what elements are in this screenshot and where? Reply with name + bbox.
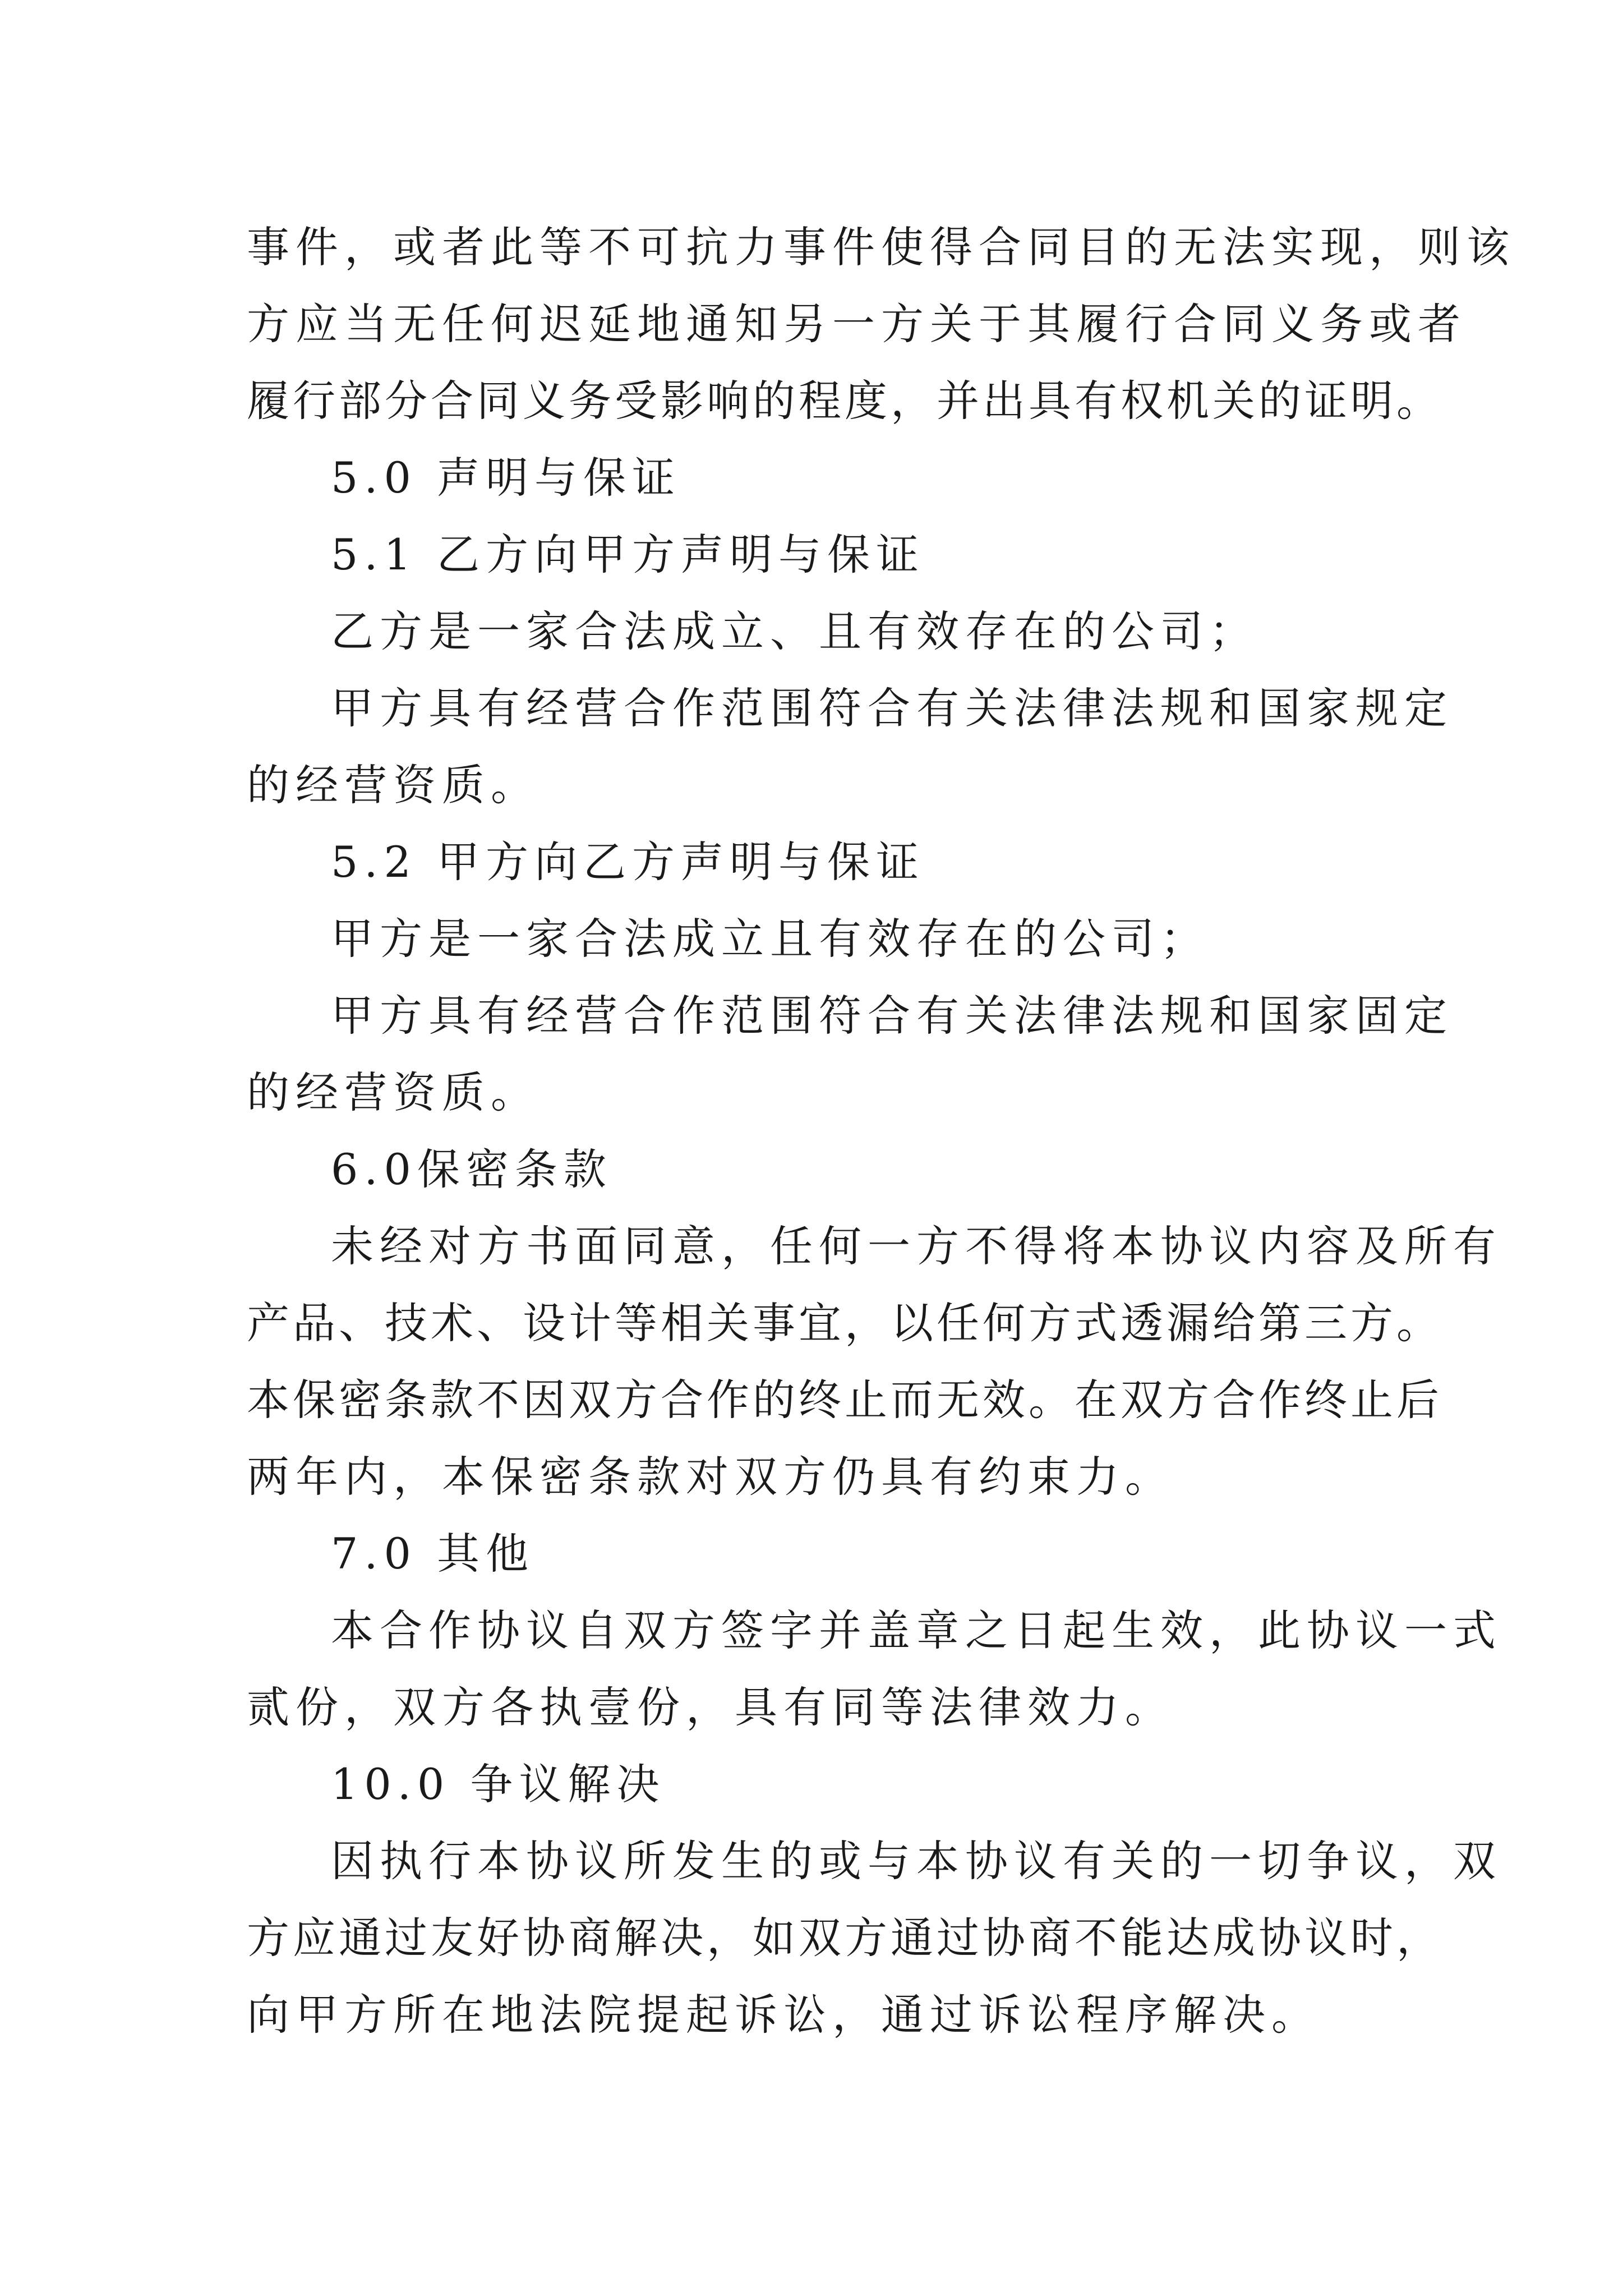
paragraph-line: 甲方是一家合法成立且有效存在的公司； (331, 914, 1209, 964)
paragraph-line: 的经营资质。 (247, 760, 540, 810)
section-heading: 10.0 争议解决 (331, 1759, 666, 1809)
subsection-heading: 5.2 甲方向乙方声明与保证 (331, 837, 925, 887)
paragraph-line: 因执行本协议所发生的或与本协议有关的一切争议，双 (331, 1836, 1502, 1886)
paragraph-line: 事件，或者此等不可抗力事件使得合同目的无法实现，则该 (247, 222, 1515, 272)
paragraph-line: 贰份，双方各执壹份，具有同等法律效力。 (247, 1682, 1174, 1732)
section-heading: 7.0 其他 (331, 1529, 535, 1579)
paragraph-line: 产品、技术、设计等相关事宜，以任何方式透漏给第三方。 (247, 1298, 1442, 1348)
paragraph-line: 向甲方所在地法院提起诉讼，通过诉讼程序解决。 (247, 1990, 1320, 2040)
paragraph-line: 的经营资质。 (247, 1068, 540, 1117)
paragraph-line: 甲方具有经营合作范围符合有关法律法规和国家固定 (331, 991, 1453, 1041)
paragraph-line: 甲方具有经营合作范围符合有关法律法规和国家规定 (331, 683, 1453, 733)
paragraph-line: 本合作协议自双方签字并盖章之日起生效，此协议一式 (331, 1605, 1502, 1655)
paragraph-line: 方应当无任何迟延地通知另一方关于其履行合同义务或者 (247, 299, 1467, 349)
section-heading: 6.0保密条款 (331, 1144, 612, 1194)
paragraph-line: 未经对方书面同意，任何一方不得将本协议内容及所有 (331, 1221, 1502, 1271)
subsection-heading: 5.1 乙方向甲方声明与保证 (331, 530, 925, 579)
paragraph-line: 两年内，本保密条款对双方仍具有约束力。 (247, 1452, 1174, 1502)
paragraph-line: 乙方是一家合法成立、且有效存在的公司； (331, 606, 1258, 656)
document-body (247, 209, 1515, 2053)
paragraph-line: 履行部分合同义务受影响的程度，并出具有权机关的证明。 (247, 376, 1442, 426)
section-heading: 5.0 声明与保证 (331, 453, 681, 503)
paragraph-line: 方应通过友好协商解决，如双方通过协商不能达成协议时， (247, 1913, 1442, 1963)
paragraph-line: 本保密条款不因双方合作的终止而无效。在双方合作终止后 (247, 1375, 1442, 1425)
